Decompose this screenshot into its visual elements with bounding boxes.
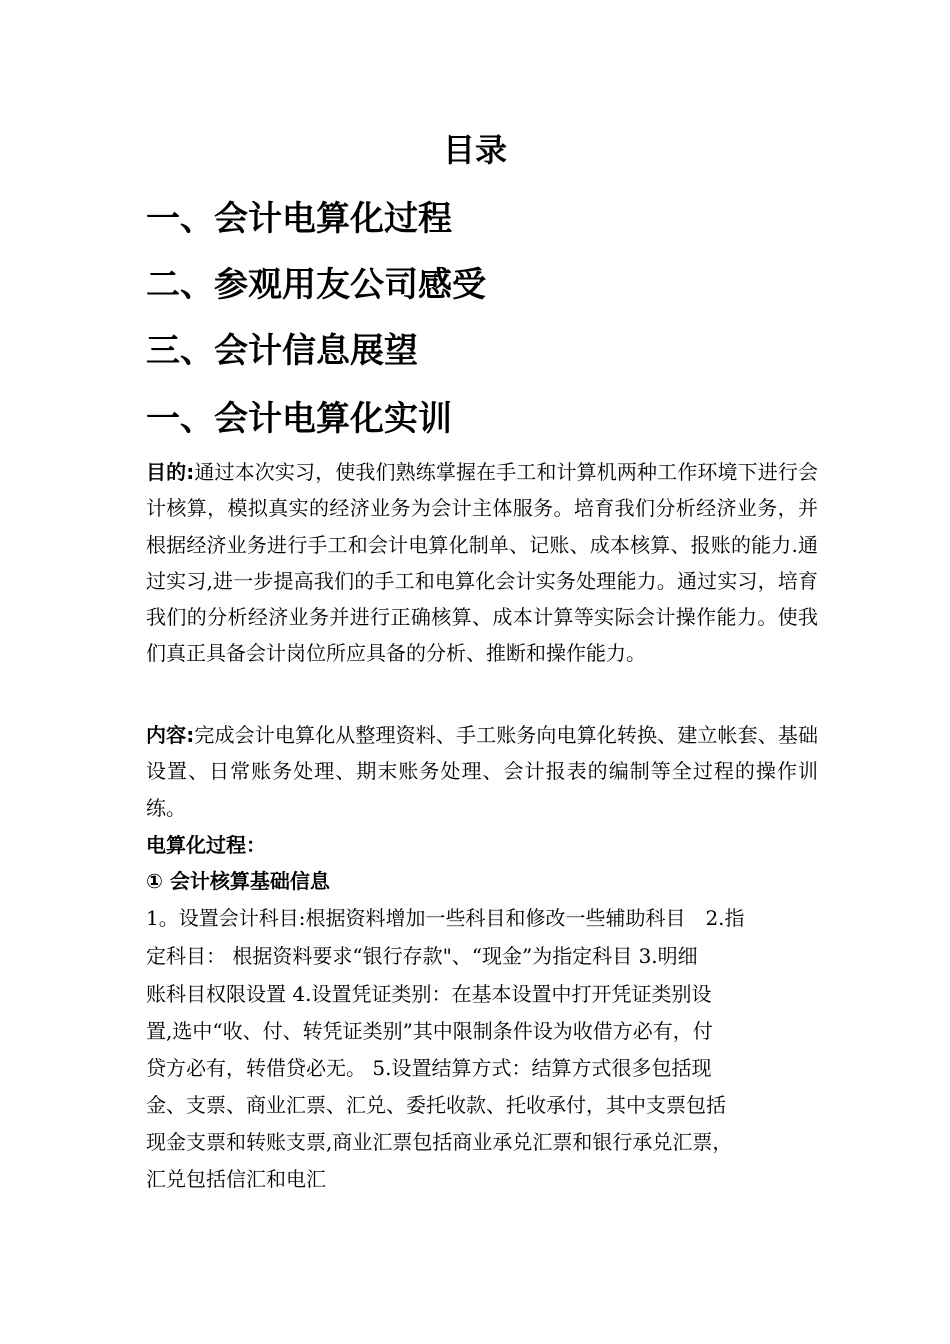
process-heading: 电算化过程： — [146, 833, 266, 857]
content-paragraph — [146, 717, 818, 826]
toc-item-2: 二、参观用友公司感受 — [146, 265, 486, 305]
toc-item-1: 一、会计电算化过程 — [146, 199, 452, 239]
section1-line-2: 定科目： 根据资料要求“银行存款"、“现金”为指定科目 3.明细 — [146, 944, 698, 968]
section1-heading: ① 会计核算基础信息 — [146, 869, 330, 893]
section1-line-8: 汇兑包括信汇和电汇 — [146, 1167, 326, 1191]
section1-line-4: 置,选中“收、付、转凭证类别”其中限制条件设为收借方必有，付 — [146, 1019, 713, 1043]
section1-line-1: 1。设置会计科目:根据资料增加一些科目和修改一些辅助科目 2.指 — [146, 906, 745, 930]
purpose-label: 目的: — [146, 460, 195, 484]
section-heading-1: 一、会计电算化实训 — [146, 399, 452, 439]
toc-item-3: 三、会计信息展望 — [146, 331, 418, 371]
purpose-paragraph — [146, 454, 818, 672]
page-title: 目录 — [442, 131, 507, 169]
section1-line-6: 金、支票、商业汇票、汇兑、委托收款、托收承付，其中支票包括 — [146, 1093, 726, 1117]
content-text: 完成会计电算化从整理资料、手工账务向电算化转换、建立帐套、基础设置、日常账务处理、期末账务处理、会计报表的编制等全过程的操作训练。 — [146, 723, 819, 820]
section1-line-3: 账科目权限设置 4.设置凭证类别：在基本设置中打开凭证类别设 — [146, 982, 712, 1006]
section1-line-7: 现金支票和转账支票,商业汇票包括商业承兑汇票和银行承兑汇票， — [146, 1130, 733, 1154]
content-label: 内容: — [146, 723, 195, 747]
purpose-text: 通过本次实习，使我们熟练掌握在手工和计算机两种工作环境下进行会计核算，模拟真实的经济业务为会计主体服务。培育我们分析经济业务，并根据经济业务进行手工和会计电算化制单、记账、成本核算、报账的能力.通过实习,进一步提高我们的手工和电算化会计实务处理能力。通过实习，培育我们的分析经济业务并进行正确核算、成本计算等实际会计操作能力。使我们真正具备会计岗位所应具备的分析、推断和操作能力。 — [146, 460, 819, 666]
section1-line-5: 贷方必有，转借贷必无。 5.设置结算方式：结算方式很多包括现 — [146, 1056, 712, 1080]
